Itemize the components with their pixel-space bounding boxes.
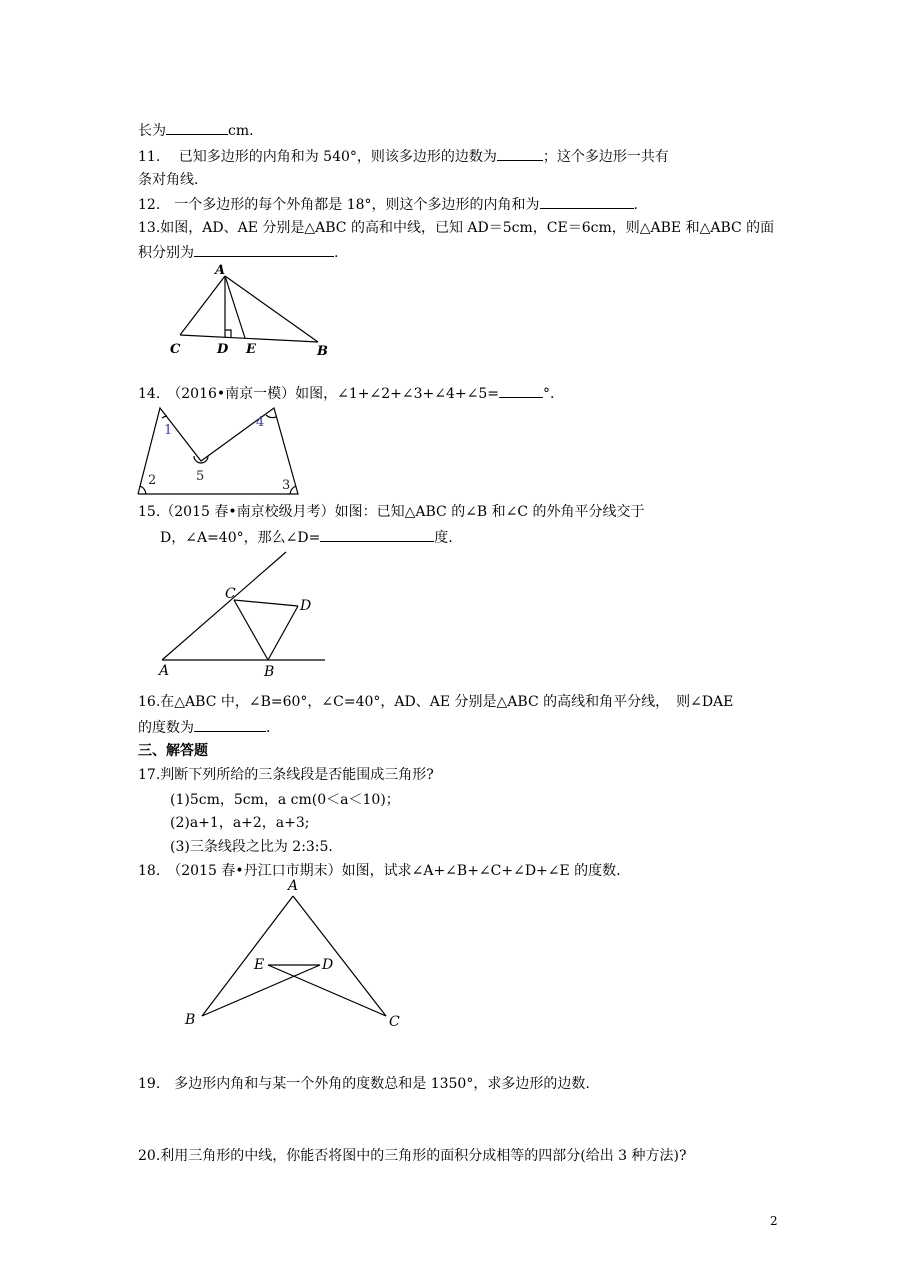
fig18-label-e: E	[254, 957, 265, 973]
fig15-label-c: C	[225, 586, 236, 602]
fig15-label-a: A	[159, 663, 170, 679]
figure-18-star	[180, 876, 405, 1034]
fig14-label-4: 4	[256, 415, 265, 430]
question-18: 18. （2015 春•丹江口市期末）如图，试求∠A+∠B+∠C+∠D+∠E 的度数.	[138, 863, 621, 879]
fig18-side-ab	[202, 896, 293, 1016]
fig15-bisector-cd	[234, 600, 298, 606]
figure-13-triangle	[160, 262, 340, 362]
fig13-median-ae	[225, 276, 245, 338]
fig14-angle-arc-3	[290, 486, 296, 494]
answer-blank	[194, 242, 334, 257]
page-number: 2	[770, 1214, 778, 1228]
answer-blank	[540, 194, 634, 209]
answer-blank	[320, 527, 434, 542]
answer-blank	[499, 383, 543, 398]
fig15-side-cb	[234, 600, 268, 660]
question-13-line2	[138, 242, 338, 263]
fig13-side-ac	[180, 276, 225, 335]
q11-text: 11. 已知多边形的内角和为 540°，则该多边形的边数为	[138, 149, 497, 165]
fig13-right-angle-mark	[225, 330, 231, 337]
q10-pre: 长为	[138, 123, 166, 139]
fig14-label-2: 2	[148, 473, 157, 488]
question-17: 17.判断下列所给的三条线段是否能围成三角形?	[138, 767, 434, 783]
question-16-line2	[138, 717, 270, 738]
q11-text-2: ；这个多边形一共有	[542, 149, 669, 165]
q15-end: 度.	[434, 530, 453, 546]
fig15-bisector-bd	[268, 606, 298, 660]
figure-14-polygon	[132, 404, 307, 498]
fig15-ray-ac	[162, 552, 286, 660]
answer-blank	[166, 120, 228, 135]
fig18-label-c: C	[389, 1014, 400, 1030]
fig18-label-a: A	[288, 878, 299, 894]
question-11-line2: 条对角线.	[138, 172, 199, 188]
q14-text: 14. （2016•南京一模）如图，∠1+∠2+∠3+∠4+∠5=	[138, 386, 499, 402]
fig14-outline	[138, 408, 298, 494]
question-20: 20.利用三角形的中线，你能否将图中的三角形的面积分成相等的四部分(给出 3 种方法)?	[138, 1148, 687, 1164]
fig13-label-e: E	[246, 342, 256, 357]
fig13-label-d: D	[217, 342, 229, 357]
question-11	[138, 146, 669, 167]
question-14	[138, 383, 554, 404]
q16-end: .	[266, 720, 271, 736]
fig15-label-d: D	[300, 598, 312, 614]
q16-text: 的度数为	[138, 720, 194, 736]
answer-blank	[497, 146, 543, 161]
fig18-label-b: B	[185, 1012, 196, 1028]
q12-text: 12. 一个多边形的每个外角都是 18°，则这个多边形的内角和为	[138, 197, 540, 213]
q17-part-1: (1)5cm，5cm，a cm(0＜a＜10)；	[170, 792, 400, 808]
fig14-label-3: 3	[282, 478, 291, 493]
q12-end: .	[633, 197, 638, 213]
question-12	[138, 194, 638, 215]
question-15: 15.（2015 春•南京校级月考）如图：已知△ABC 的∠B 和∠C 的外角平分线交于	[138, 504, 645, 520]
question-16: 16.在△ABC 中，∠B=60°，∠C=40°，AD、AE 分别是△ABC 的高线和角平分线， 则∠DAE	[138, 694, 734, 710]
fig13-label-c: C	[170, 342, 181, 357]
q17-part-2: (2)a+1，a+2，a+3;	[170, 815, 310, 831]
fig14-angle-arc-4	[266, 415, 276, 418]
fig13-side-ab	[225, 276, 318, 342]
answer-blank	[194, 717, 266, 732]
question-13: 13.如图，AD、AE 分别是△ABC 的高和中线，已知 AD＝5cm，CE＝6cm，则△ABE 和△ABC 的面	[138, 220, 775, 236]
fig14-label-1: 1	[164, 423, 173, 438]
q10-tail	[138, 120, 254, 141]
fig18-side-ac	[293, 896, 386, 1016]
q10-post: cm.	[228, 123, 254, 139]
question-19: 19. 多边形内角和与某一个外角的度数总和是 1350°，求多边形的边数.	[138, 1076, 590, 1092]
q13-text: 积分别为	[138, 245, 194, 261]
section-heading: 三、解答题	[138, 743, 208, 759]
fig15-label-b: B	[264, 664, 275, 680]
fig14-angle-arc-2	[140, 486, 146, 494]
q17-part-3: (3)三条线段之比为 2:3:5.	[170, 839, 333, 855]
fig13-side-cb	[180, 335, 318, 342]
fig14-label-5: 5	[196, 469, 205, 484]
q15-text: D，∠A=40°，那么∠D=	[160, 530, 321, 546]
fig13-label-b: B	[317, 344, 328, 359]
question-15-line2	[160, 527, 453, 548]
figure-15-triangle	[150, 548, 335, 680]
fig13-label-a: A	[215, 263, 226, 278]
fig18-label-d: D	[322, 957, 334, 973]
q13-end: .	[334, 245, 339, 261]
q14-end: °.	[543, 386, 555, 402]
